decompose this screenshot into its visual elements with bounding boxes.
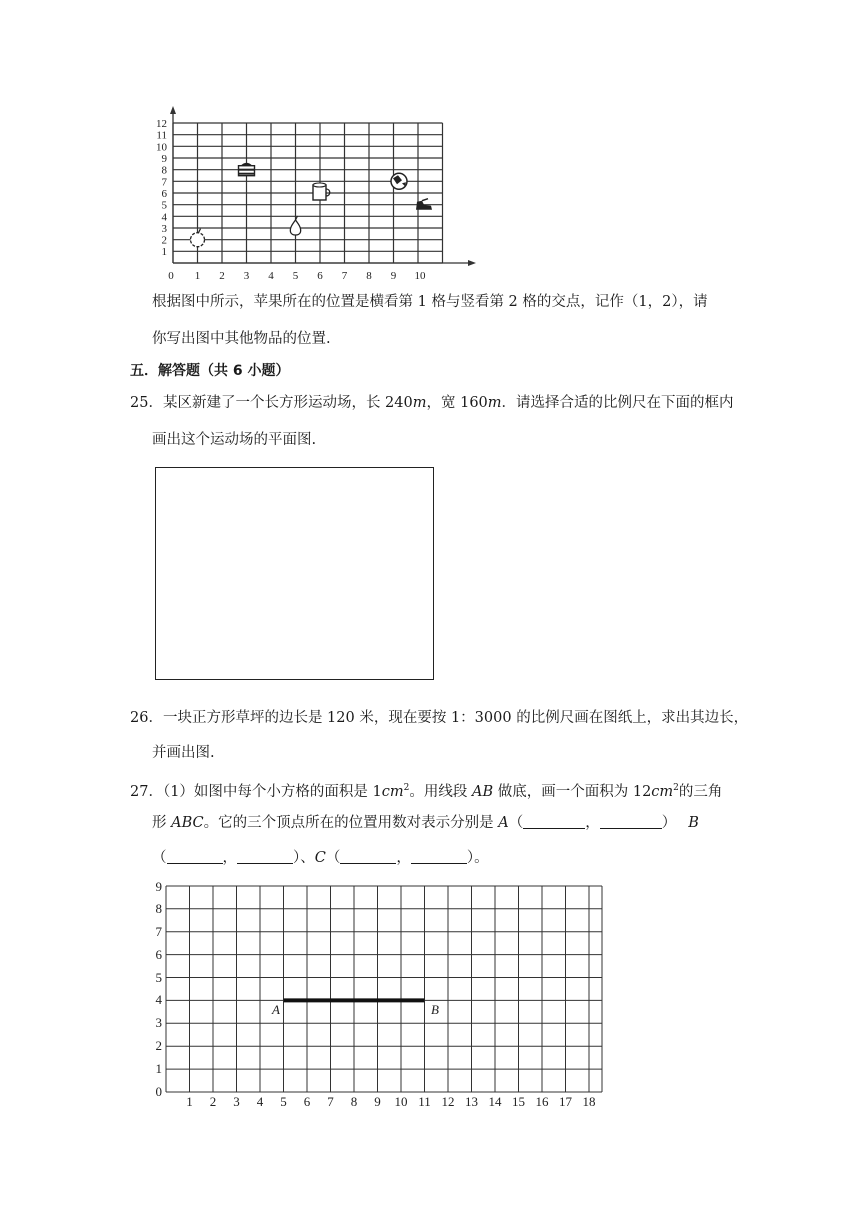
q27-text: 。用线段	[409, 783, 472, 800]
q24-y-tick: 11	[156, 129, 167, 142]
q27-y-tick: 1	[155, 1061, 162, 1076]
q27-label-a: A	[498, 815, 509, 831]
answer-blank[interactable]	[237, 849, 293, 864]
ball-icon	[391, 173, 407, 189]
q24-grid-figure	[145, 105, 485, 283]
q27-text: 做底，画一个面积为 12	[493, 783, 652, 800]
q27-abc: ABC	[171, 815, 204, 831]
q24-x-arrow	[468, 260, 476, 266]
q24-x-tick: 9	[390, 270, 397, 282]
q27-paren: （	[508, 815, 524, 831]
q27-x-tick: 2	[209, 1094, 217, 1109]
q24-desc-line2: 你写出图中其他物品的位置.	[152, 331, 331, 347]
q27-paren: ）	[661, 815, 677, 831]
point-b-label: B	[431, 1002, 439, 1017]
q27-x-tick: 8	[350, 1094, 358, 1109]
q24-y-tick: 3	[161, 223, 167, 235]
q24-x-tick: 5	[292, 270, 299, 282]
q27-unit-cm: cm	[651, 783, 674, 800]
q27-x-tick: 10	[394, 1094, 408, 1109]
q27-y-tick: 4	[155, 992, 162, 1007]
q27-y-tick: 7	[155, 924, 162, 939]
q27-x-tick: 1	[186, 1094, 193, 1109]
q25-drawing-box[interactable]	[155, 467, 434, 680]
q27-line2	[152, 813, 699, 833]
q25-unit-m: m	[412, 395, 427, 411]
q27-paren: （	[152, 850, 167, 866]
q24-y-tick: 4	[161, 211, 167, 224]
q27-x-tick: 5	[280, 1094, 287, 1109]
q24-y-tick: 10	[156, 141, 167, 154]
q25-line1	[130, 393, 734, 413]
q27-text: 。它的三个顶点所在的位置用数对表示分别是	[203, 815, 499, 831]
q27-y-tick: 3	[155, 1015, 162, 1030]
q27-y-tick: 2	[155, 1038, 162, 1053]
q24-y-tick: 12	[156, 118, 167, 130]
cake-icon	[239, 163, 255, 176]
q24-y-tick: 1	[161, 246, 167, 258]
q24-desc-line1: 根据图中所示，苹果所在的位置是横看第 1 格与竖看第 2 格的交点，记作（1，2），请	[152, 294, 708, 310]
q24-x-tick: 6	[317, 270, 323, 282]
q27-paren: ）、	[293, 850, 315, 866]
q24-x-tick: 1	[194, 270, 201, 282]
q24-x-tick: 0	[168, 270, 174, 282]
answer-blank[interactable]	[600, 814, 662, 829]
q27-x-tick: 15	[512, 1094, 525, 1109]
q27-sup: 2	[673, 783, 679, 793]
q27-x-tick: 11	[418, 1094, 431, 1109]
q27-y-tick: 8	[155, 901, 162, 916]
q27-x-tick: 17	[559, 1094, 572, 1109]
q24-y-tick: 8	[161, 164, 167, 177]
q27-comma: ，	[396, 850, 411, 866]
q25-text-a: 25．某区新建了一个长方形运动场，长 240	[130, 395, 413, 411]
q27-sup: 2	[403, 783, 410, 793]
q25-text-b: ，宽 160	[426, 395, 488, 411]
q27-paren: （	[325, 850, 341, 866]
q27-line1	[130, 778, 722, 802]
q27-paren: ）。	[466, 850, 489, 866]
q24-x-tick: 10	[414, 270, 426, 282]
answer-blank[interactable]	[411, 849, 467, 864]
q27-label-c: C	[314, 850, 326, 866]
point-a-label: A	[272, 1002, 280, 1017]
q27-x-tick: 14	[488, 1094, 502, 1109]
q24-y-tick: 9	[161, 153, 167, 165]
answer-blank[interactable]	[167, 849, 223, 864]
q27-text: 形	[152, 815, 172, 831]
q24-x-tick: 8	[366, 270, 372, 282]
q24-grid-lines	[173, 123, 443, 263]
q24-y-arrow	[170, 106, 176, 114]
q24-x-tick: 2	[219, 270, 225, 282]
q27-ab: AB	[471, 783, 494, 800]
section-title: 五．解答题（共 6 小题）	[130, 363, 290, 379]
mug-icon	[313, 183, 330, 200]
q27-y-tick: 0	[155, 1084, 162, 1099]
q25-line2: 画出这个运动场的平面图.	[152, 432, 317, 448]
q26-line2: 并画出图.	[152, 745, 215, 761]
q27-text: 的三角	[678, 783, 723, 800]
q24-x-tick: 4	[268, 270, 274, 282]
q27-comma: ，	[222, 850, 237, 866]
q24-y-tick: 7	[161, 176, 167, 189]
q24-y-tick: 6	[161, 188, 167, 200]
q27-text: 27．（1）如图中每个小方格的面积是 1	[130, 783, 382, 800]
q25-unit-m: m	[487, 395, 502, 411]
q24-x-tick: 3	[243, 270, 250, 282]
q24-y-tick: 2	[161, 234, 167, 247]
q26-line1: 26．一块正方形草坪的边长是 120 米，现在要按 1：3000 的比例尺画在图纸上，求出其边长，	[130, 710, 749, 726]
q24-y-tick: 5	[161, 199, 167, 212]
q25-text-c: ．请选择合适的比例尺在下面的框内	[501, 395, 734, 411]
q27-x-tick: 13	[465, 1094, 478, 1109]
q27-comma: ，	[585, 815, 600, 831]
q27-grid-lines	[166, 886, 602, 1092]
q24-x-tick: 7	[341, 270, 348, 282]
answer-blank[interactable]	[523, 814, 585, 829]
answer-blank[interactable]	[340, 849, 396, 864]
q27-y-tick: 9	[155, 879, 162, 894]
q27-grid-figure	[148, 878, 618, 1110]
q27-label-b: B	[688, 815, 699, 831]
q27-unit-cm: cm	[381, 783, 404, 800]
q27-x-tick: 18	[582, 1094, 596, 1109]
q27-x-tick: 6	[303, 1094, 311, 1109]
q27-x-tick: 7	[327, 1094, 334, 1109]
q27-x-tick: 16	[535, 1094, 549, 1109]
q27-y-tick: 6	[155, 947, 162, 962]
q27-x-tick: 12	[441, 1094, 455, 1109]
q27-x-tick: 9	[374, 1094, 381, 1109]
q27-line3	[152, 848, 489, 868]
q27-x-tick: 3	[233, 1094, 240, 1109]
pear-icon	[290, 216, 300, 235]
q27-x-tick: 4	[256, 1094, 264, 1109]
q27-y-tick: 5	[155, 970, 162, 985]
